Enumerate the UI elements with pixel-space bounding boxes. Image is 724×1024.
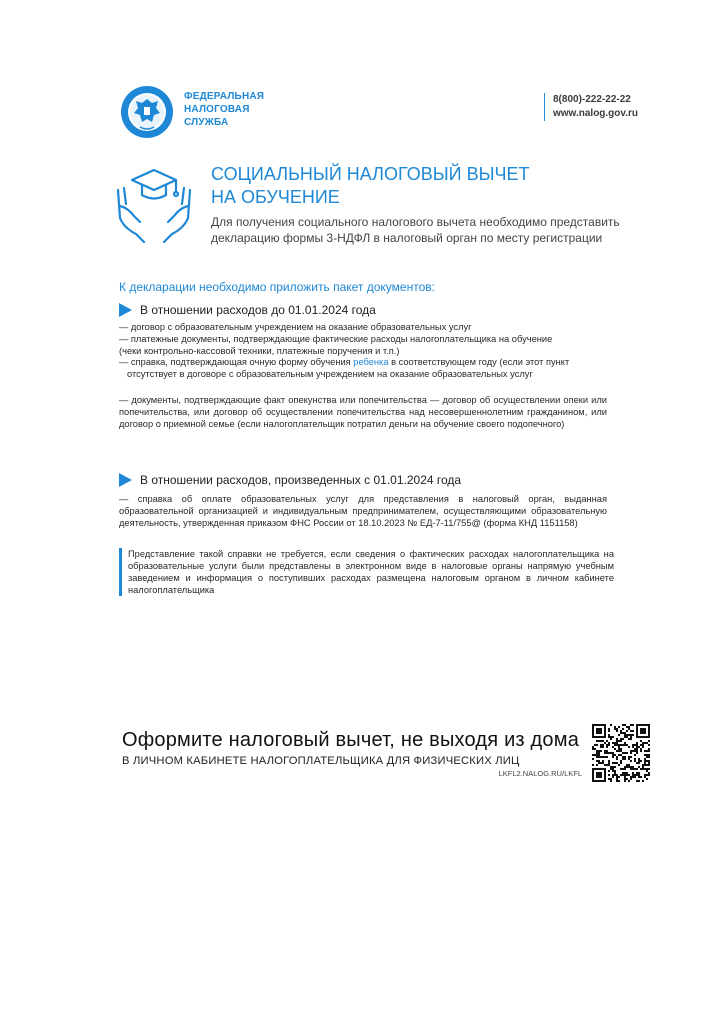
cta-subheading: В ЛИЧНОМ КАБИНЕТЕ НАЛОГОПЛАТЕЛЬЩИКА ДЛЯ ФИЗИЧЕСКИХ ЛИЦ bbox=[122, 755, 520, 767]
section-heading-before-2024 bbox=[119, 303, 376, 317]
list-item: — платежные документы, подтверждающие фактические расходы налогоплательщика на обучение bbox=[119, 333, 553, 344]
cta-heading: Оформите налоговый вычет, не выходя из дома bbox=[122, 729, 580, 751]
cta-url-link[interactable]: LKFL2.NALOG.RU/LKFL bbox=[498, 769, 582, 778]
phone-number[interactable]: 8(800)-222-22-22 bbox=[553, 94, 631, 105]
triangle-bullet-icon bbox=[119, 473, 132, 487]
list-item: (чеки контрольно-кассовой техники, платежные поручения и т.п.) bbox=[119, 345, 400, 356]
section2-note: Представление такой справки не требуется, если сведения о фактических расходах налогоплательщика на образовательные услуги были представлены в электронном виде в налоговые органы напрямую учебным заведением и информация о поступивших расходах размещена налоговым органом в личном кабинете налогоплательщика bbox=[119, 548, 614, 596]
title-line: НА ОБУЧЕНИЕ bbox=[211, 187, 340, 207]
org-name bbox=[184, 90, 264, 129]
section2-item: — справка об оплате образовательных услуг для представления в налоговый орган, выданная образовательной организацией и индивидуальным предпринимателем, осуществляющими образовательную деятельность, утвержденная приказом ФНС России от 18.10.2023 № ЕД-7-11/755@ (форма КНД 1151158) bbox=[119, 494, 607, 528]
fns-emblem-icon bbox=[120, 85, 174, 139]
org-line: ФЕДЕРАЛЬНАЯ bbox=[184, 91, 265, 102]
highlight-text: ребенка bbox=[353, 357, 389, 368]
contacts-block bbox=[544, 93, 653, 121]
org-line: НАЛОГОВАЯ bbox=[184, 104, 250, 115]
documents-intro: К декларации необходимо приложить пакет документов: bbox=[119, 280, 435, 294]
list-item bbox=[119, 357, 607, 369]
triangle-bullet-icon bbox=[119, 303, 132, 317]
page-subtitle: Для получения социального налогового вычета необходимо представить декларацию формы 3-НДФЛ в налоговый орган по месту регистрации bbox=[211, 215, 620, 245]
section-heading-text: В отношении расходов до 01.01.2024 года bbox=[140, 303, 376, 317]
section-heading-text: В отношении расходов, произведенных с 01.01.2024 года bbox=[140, 473, 462, 487]
list-item: — договор с образовательным учреждением на оказание образовательных услуг bbox=[119, 322, 472, 332]
org-line: СЛУЖБА bbox=[184, 117, 229, 128]
title-line: СОЦИАЛЬНЫЙ НАЛОГОВЫЙ ВЫЧЕТ bbox=[211, 164, 530, 184]
section1-guardianship-item: — документы, подтверждающие факт опекунства или попечительства — договор об осуществлении опеки или попечительства, или договор об осуществлении попечительства над несовершеннолетним гражданином, или договор о приемной семье (если налогоплательщик потратил деньги на обучение своего подопечного) bbox=[119, 395, 607, 429]
website-link[interactable]: www.nalog.gov.ru bbox=[553, 108, 638, 119]
graduation-cap-hands-icon bbox=[110, 160, 198, 244]
section-heading-after-2024 bbox=[119, 473, 461, 487]
qr-code-icon[interactable] bbox=[592, 724, 650, 782]
list-item-text: — справка, подтверждающая очную форму обучения bbox=[119, 357, 354, 368]
section1-list bbox=[119, 322, 607, 381]
list-item: отсутствует в договоре с образовательным учреждением на оказание образовательных услуг bbox=[127, 369, 533, 380]
page-title bbox=[211, 163, 530, 209]
list-item-text: в соответствующем году (если этот пункт bbox=[388, 357, 570, 368]
